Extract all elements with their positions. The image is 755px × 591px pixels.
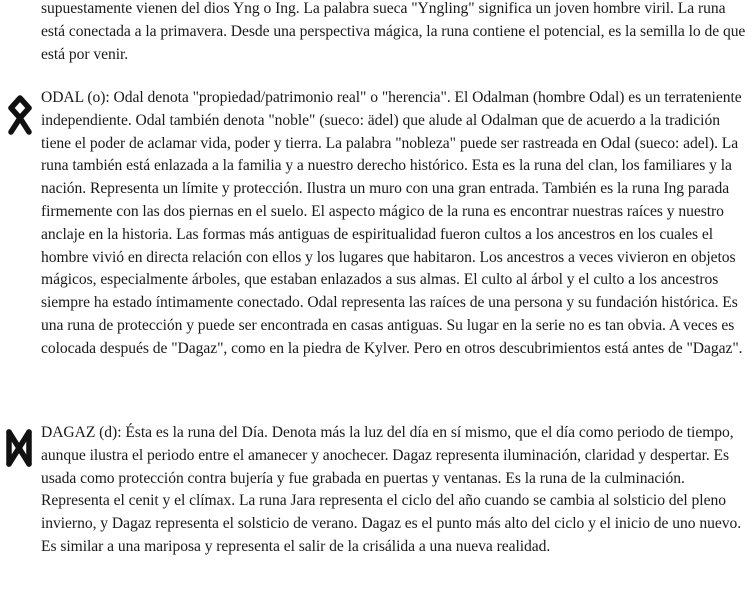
intro-paragraph: supuestamente vienen del dios Yng o Ing. La palabra sueca "Yngling" significa un joven hombre viril. La runa está conectada a la primavera. Desde una perspectiva mágica, la runa contiene el potencial, es la semilla lo de que está por venir.: [41, 0, 746, 63]
dagaz-rune-icon: [4, 426, 34, 470]
odal-paragraph: ODAL (o): Odal denota "propiedad/patrimonio real" o "herencia". El Odalman (hombre Odal) es un terrateniente independiente. Odal también denota "noble" (sueco: ädel) que alude al Odalman que de acuerdo a la tradición tiene el poder de aclamar vida, poder y tierra. La palabra "nobleza" puede ser rastreada en Odal (sueco: adel). La runa también está enlazada a la familia y a nuestro derecho histórico. Esta es la runa del clan, los familiares y la nación. Representa un límite y protección. Ilustra un muro con una gran entrada. También es la runa Ing parada firmemente con las dos piernas en el suelo. El aspecto mágico de la runa es encontrar nuestras raíces y nuestro anclaje en la historia. Las formas más antiguas de espiritualidad fueron cultos a los ancestros en los cuales el hombre vivió en directa relación con ellos y los lugares que habitaron. Los ancestros a veces vivieron en objetos mágicos, especialmente árboles, que estaban enlazados a sus almas. El culto al árbol y el culto a los ancestros siempre ha estado íntimamente conectado. Odal representa las raíces de una persona y su fundación histórica. Es una runa de protección y puede ser encontrada en casas antiguas. Su lugar en la serie no es tan obvia. A veces es colocada después de "Dagaz", como en la piedra de Kylver. Pero en otros descubrimientos está antes de "Dagaz".: [41, 89, 743, 357]
dagaz-paragraph: DAGAZ (d): Ésta es la runa del Día. Denota más la luz del día en sí mismo, que el día como periodo de tiempo, aunque ilustra el periodo entre el amanecer y anochecer. Dagaz representa iluminación, claridad y despertar. Es usada como protección contra bujería y fue grabada en puertas y ventanas. Es la runa de la culminación. Representa el cenit y el clímax. La runa Jara representa el ciclo del año cuando se cambia al solsticio del pleno invierno, y Dagaz representa el solsticio de verano. Dagaz es el punto más alto del ciclo y el inicio de uno nuevo. Es similar a una mariposa y representa el salir de la crisálida a una nueva realidad.: [41, 424, 742, 555]
odal-rune-icon: [5, 94, 35, 138]
